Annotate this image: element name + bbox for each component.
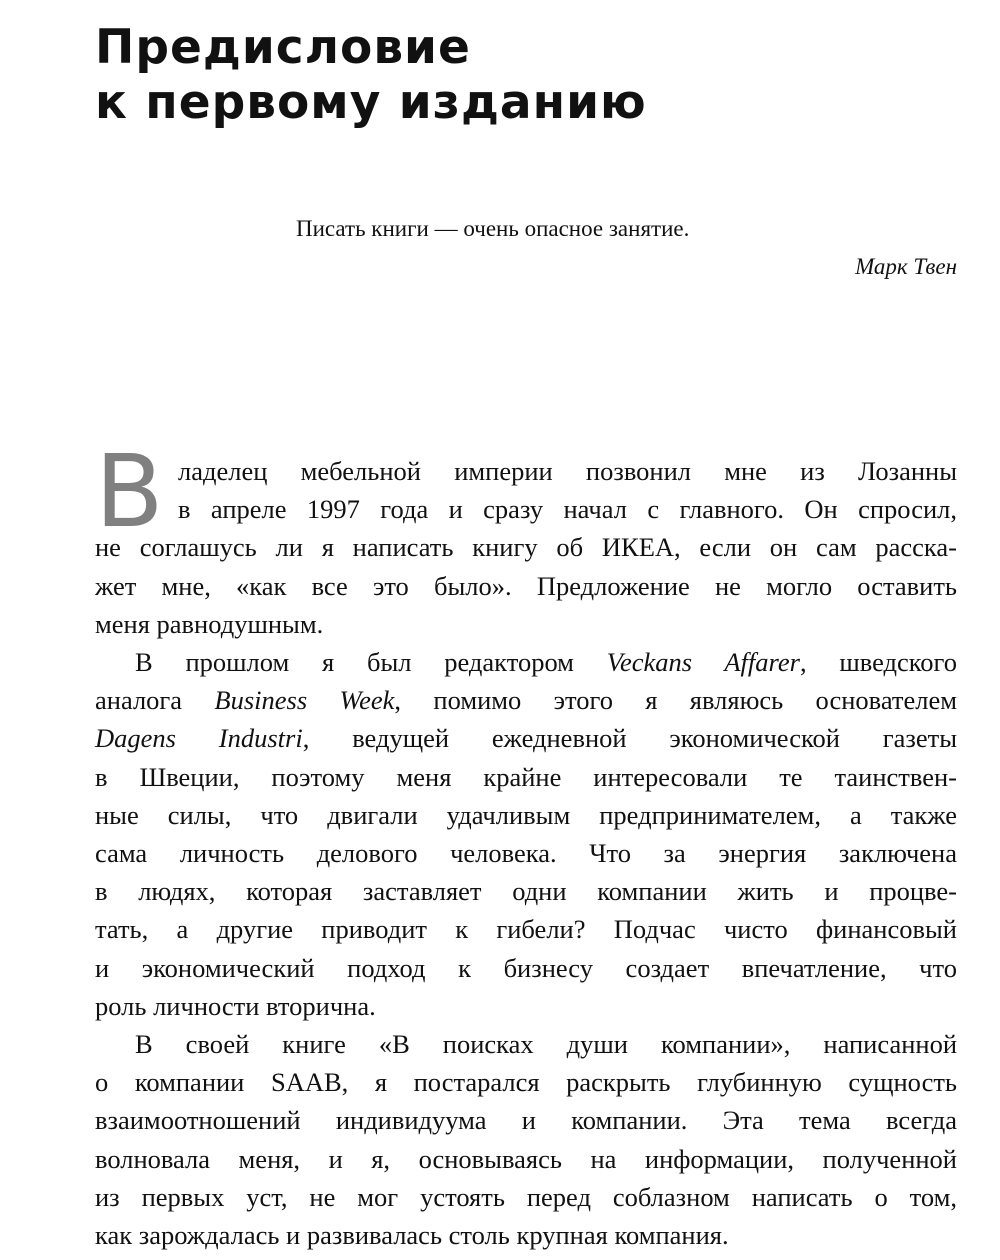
chapter-title-line-1: Предисловие (95, 20, 471, 75)
publication-title: Dagens Industri (95, 723, 303, 754)
chapter-title (95, 20, 647, 130)
text-line: и экономический подход к бизнесу создает впечатление, что (95, 952, 957, 983)
publication-title: Veckans Affarer (606, 647, 800, 678)
text-line: волновала меня, и я, основываясь на информации, полученной (95, 1143, 957, 1174)
text-line: ные силы, что двигали удачливым предпринимателем, а также (95, 799, 957, 830)
text-line: в людях, которая заставляет одни компании жить и процве- (95, 876, 957, 907)
text-line: ладелец мебельной империи позвонил мне из Лозанны (178, 456, 957, 486)
text-line: не соглашусь ли я написать книгу об ИКЕА, если он сам расска- (95, 532, 957, 563)
text-line: В прошлом я был редактором Veckans Affarer, шведского (135, 647, 958, 678)
text-line: как зарождалась и развивалась столь крупная компания. (95, 1220, 729, 1251)
text-line: о компании SAAB, я постарался раскрыть глубинную сущность (95, 1067, 957, 1098)
text-line: В своей книге «В поисках души компании», написанной (135, 1029, 957, 1060)
paragraph-3 (95, 1025, 957, 1254)
text-line: Dagens Industri, ведущей ежедневной экономической газеты (95, 723, 957, 754)
drop-cap: В (95, 433, 164, 550)
text-line: тать, а другие приводит к гибели? Подчас чисто финансовый (95, 914, 957, 945)
text-line: аналога Business Week, помимо этого я являюсь основателем (95, 685, 957, 716)
text-line: роль личности вторична. (95, 990, 376, 1021)
text-line: меня равнодушным. (95, 608, 324, 639)
text-line: взаимоотношений индивидуума и компании. Эта тема всегда (95, 1105, 957, 1136)
body-text (95, 433, 958, 1254)
epigraph-author: Марк Твен (855, 254, 957, 279)
text-line: жет мне, «как все это было». Предложение не могло оставить (95, 570, 957, 601)
text-line: в Швеции, поэтому меня крайне интересовали те таинствен- (95, 761, 957, 792)
text-line: сама личность делового человека. Что за энергия заключена (95, 838, 957, 869)
text-line: в апреле 1997 года и сразу начал с главного. Он спросил, (178, 494, 957, 525)
epigraph-quote: Писать книги — очень опасное занятие. (296, 216, 690, 241)
paragraph-1 (95, 433, 957, 643)
text-line: из первых уст, не мог устоять перед соблазном написать о том, (95, 1181, 957, 1212)
publication-title: Business Week (214, 685, 395, 716)
chapter-title-line-2: к первому изданию (95, 75, 647, 130)
paragraph-2 (95, 643, 957, 1025)
